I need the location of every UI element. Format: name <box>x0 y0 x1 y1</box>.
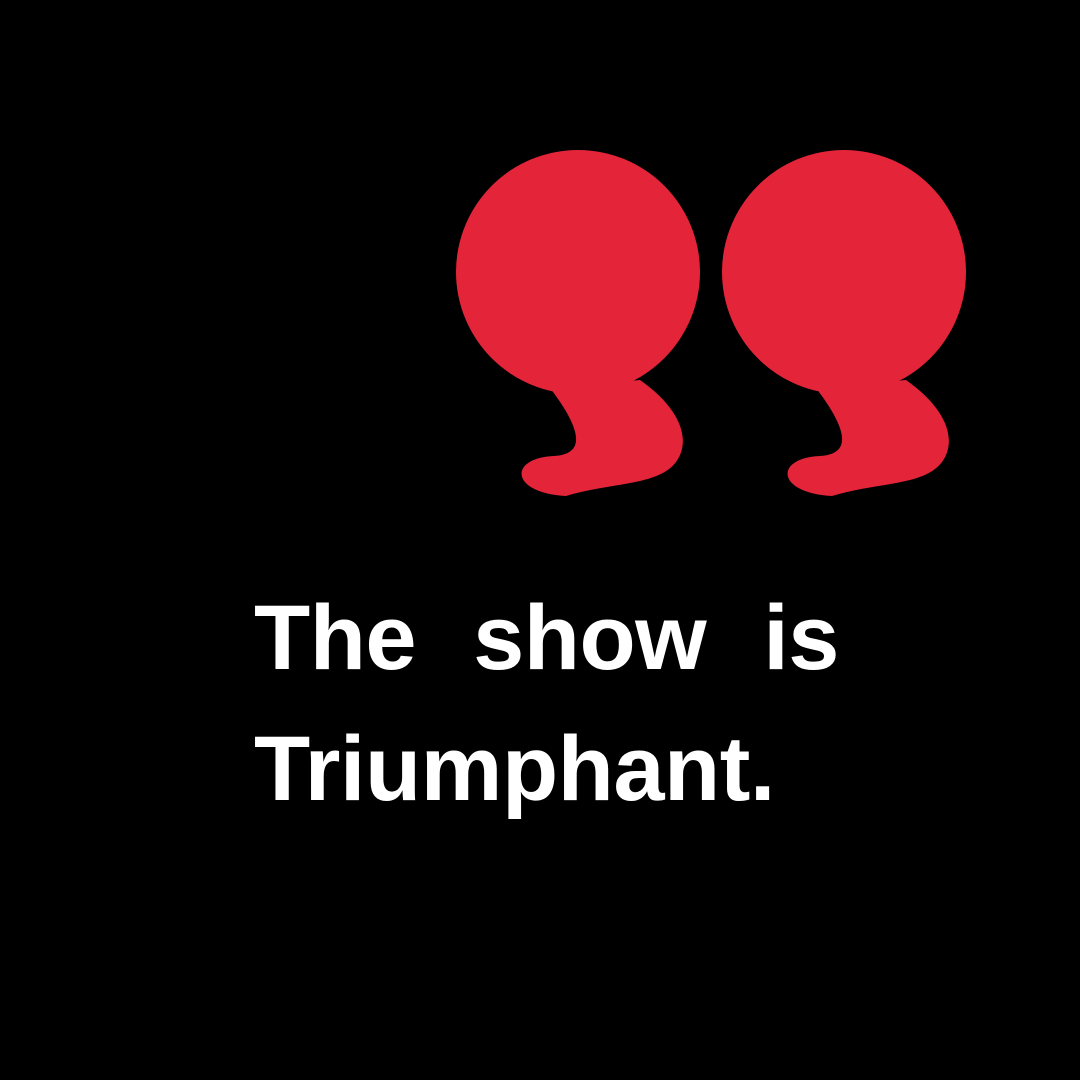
quote-word: Triumphant. <box>254 718 775 820</box>
right-comma-shape <box>722 150 966 496</box>
quote-text <box>254 573 974 835</box>
closing-quotation-mark-icon <box>440 140 980 500</box>
quote-word: The <box>254 587 417 689</box>
quote-line-2 <box>254 704 974 835</box>
quote-word: is <box>763 587 839 689</box>
quote-line-1 <box>254 573 974 704</box>
quote-word: show <box>473 587 707 689</box>
left-comma-shape <box>456 150 700 496</box>
